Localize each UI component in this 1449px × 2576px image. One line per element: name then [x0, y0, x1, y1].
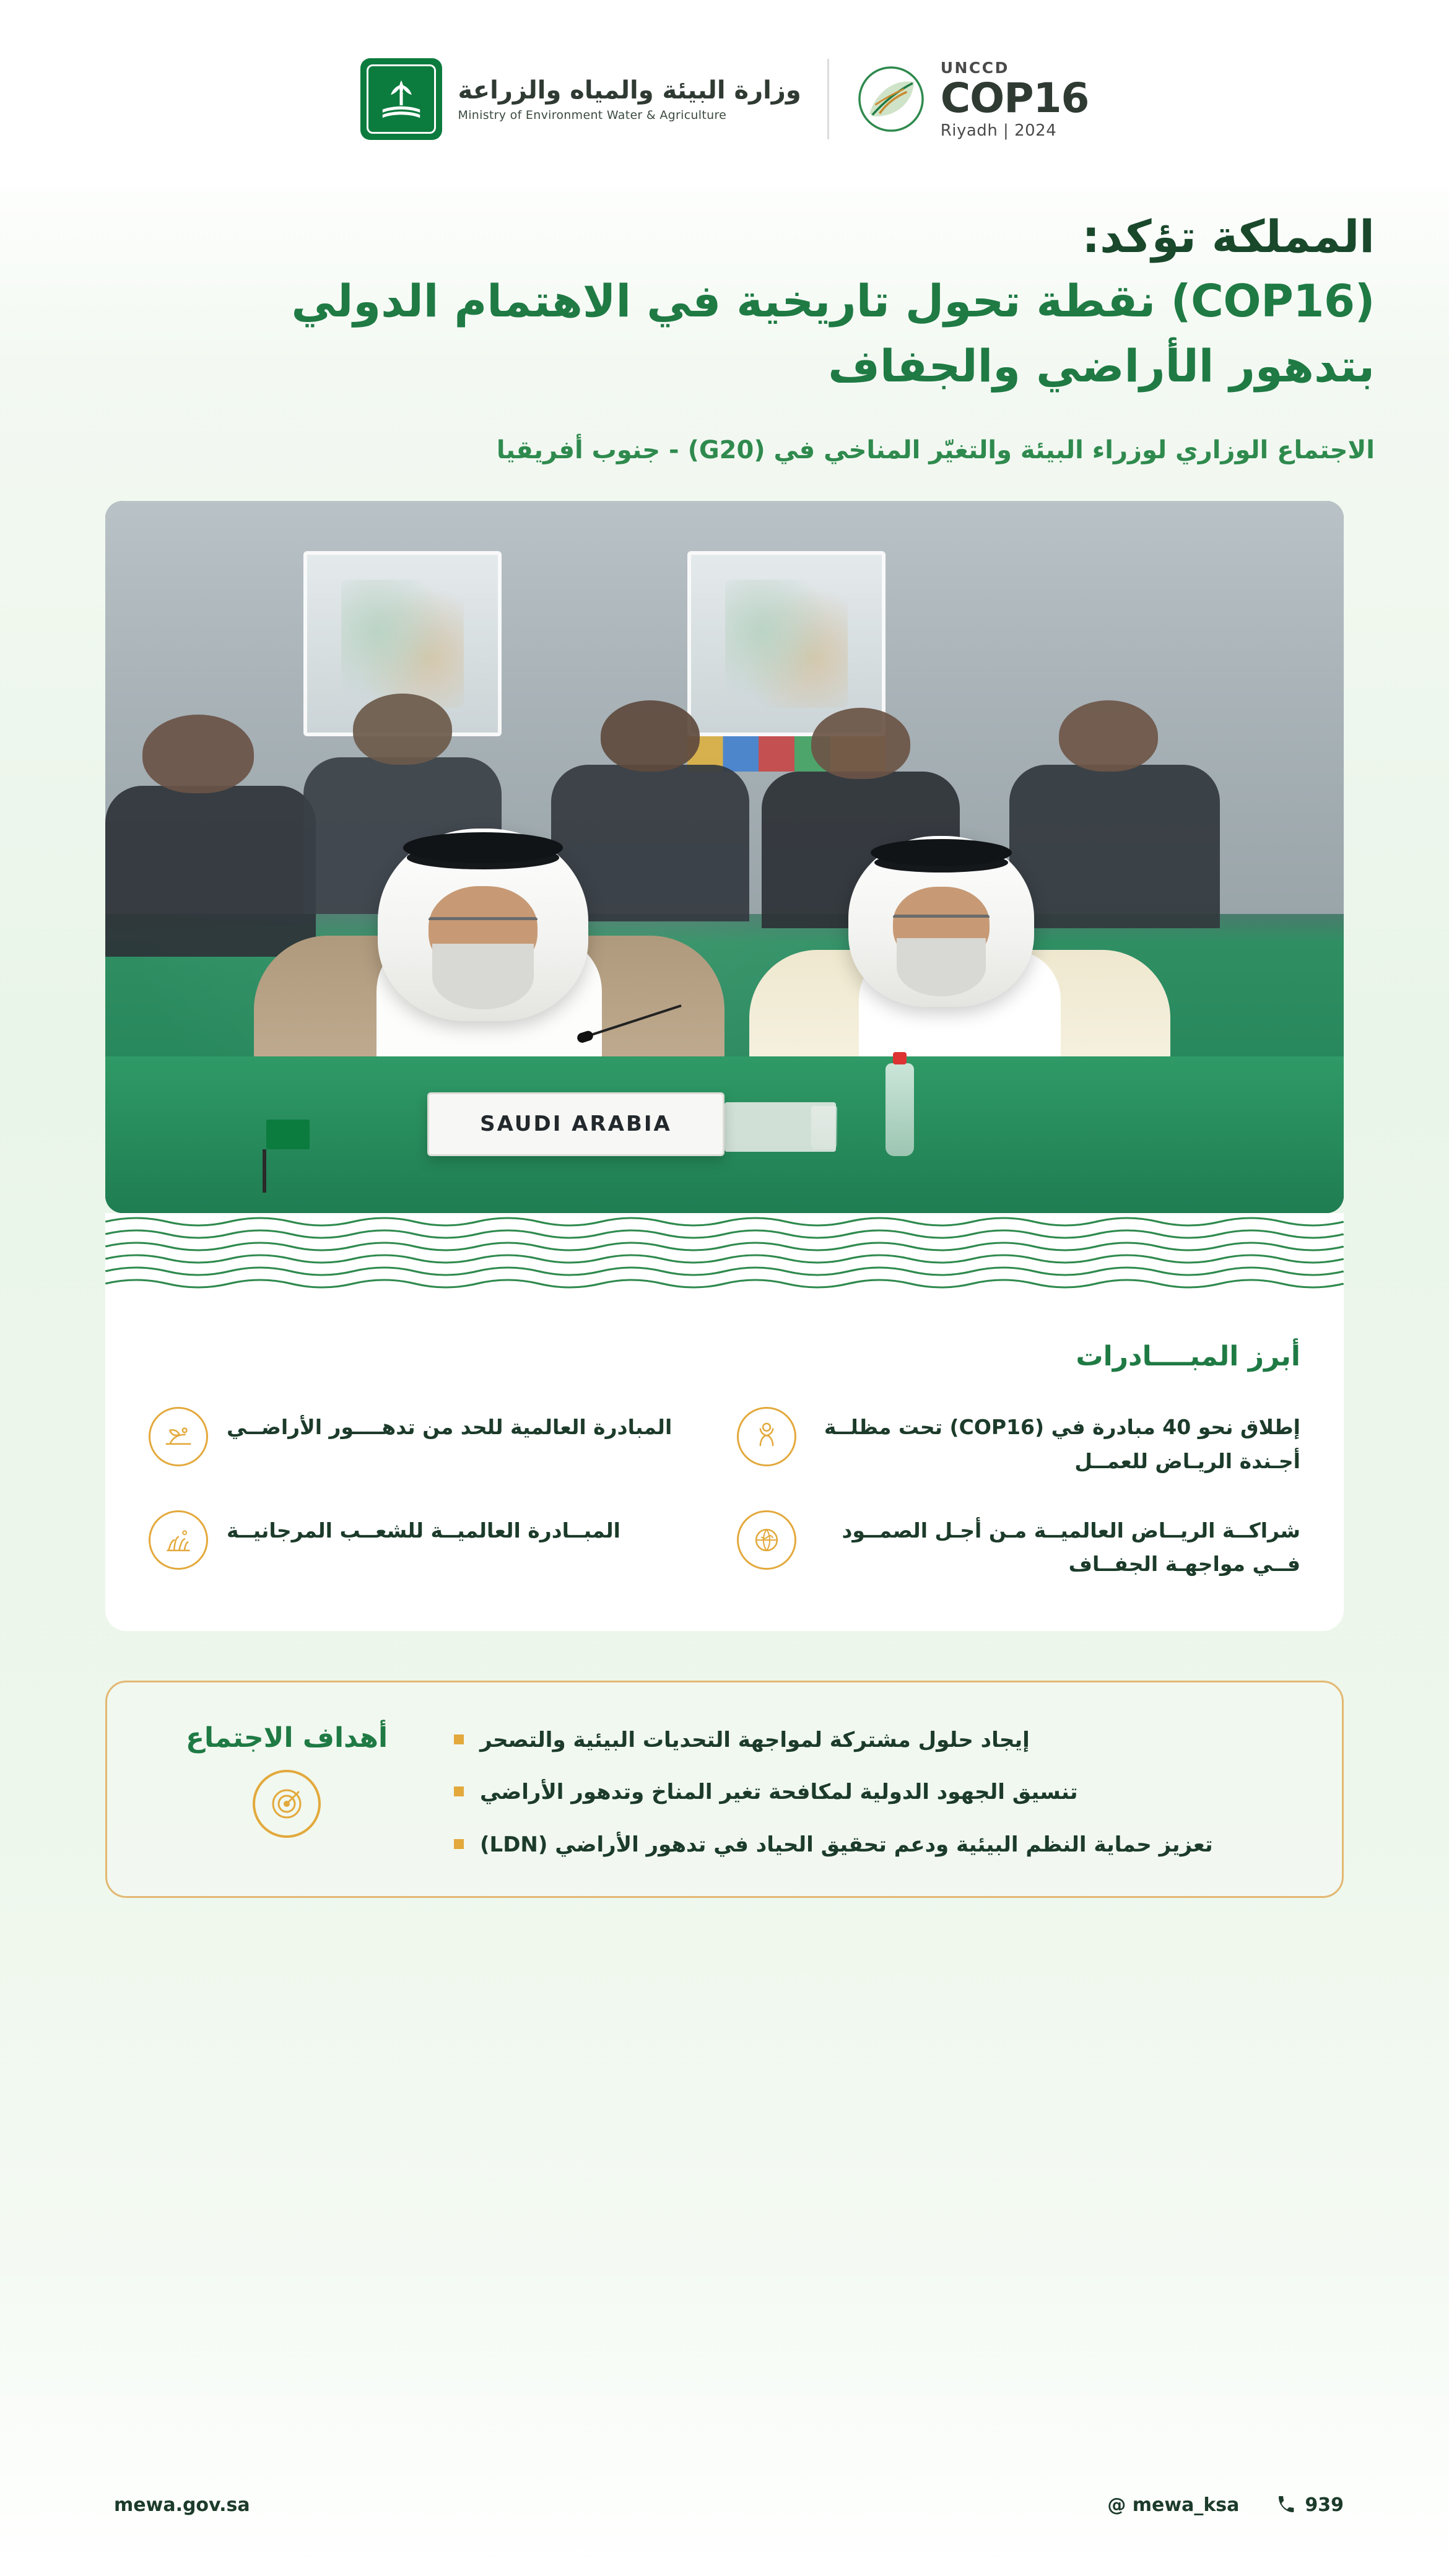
footer-social-handle[interactable] [1107, 2494, 1239, 2516]
photo-audience-head [601, 700, 700, 772]
goal-item [454, 1723, 1299, 1757]
photo-nameplate: SAUDI ARABIA [427, 1092, 724, 1157]
photo-background [105, 501, 1344, 1213]
photo-audience-head [353, 694, 452, 765]
cop16-logo-text [941, 60, 1089, 139]
initiative-item [737, 1407, 1300, 1478]
photo-nameplate-secondary [724, 1102, 836, 1152]
goal-text: تنسيق الجهود الدولية لمكافحة تغير المناخ وتدهور الأراضي [480, 1780, 1078, 1805]
goal-item [454, 1775, 1299, 1809]
goal-text: إيجاد حلول مشتركة لمواجهة التحديات البيئية والتصحر [480, 1727, 1030, 1752]
initiative-text: إطلاق نحو 40 مبادرة في (COP16) تحت مظلــة أجـندة الريـاض للعمــل [824, 1415, 1300, 1473]
website-label: mewa.gov.sa [114, 2494, 250, 2516]
initiatives-grid [149, 1407, 1300, 1582]
photo-water-bottle [886, 1063, 914, 1156]
page-subtitle: الاجتماع الوزاري لوزراء البيئة والتغيّر المناخي في (G20) - جنوب أفريقيا [496, 436, 1375, 465]
cop16-leaf-logo-icon [855, 63, 927, 135]
photo-audience-head [142, 715, 254, 793]
cop16-logo [855, 60, 1089, 139]
initiatives-title: أبرز المبــــادرات [1076, 1341, 1300, 1373]
photo-audience-head [811, 708, 910, 779]
initiative-item [737, 1510, 1300, 1582]
ministry-name-ar: وزارة البيئة والمياه والزراعة [458, 76, 801, 105]
goal-item [454, 1828, 1299, 1861]
page-title-line2: (COP16) نقطة تحول تاريخية في الاهتمام الدولي [291, 275, 1375, 328]
initiative-item [149, 1407, 712, 1478]
wave-divider [105, 1213, 1344, 1306]
phone-icon [1276, 2495, 1296, 2515]
initiatives-card [105, 1306, 1344, 1631]
goal-text: تعزيز حماية النظم البيئية ودعم تحقيق الحياد في تدهور الأراضي (LDN) [480, 1832, 1213, 1857]
phone-number-label: 939 [1305, 2494, 1344, 2516]
land-plant-icon [149, 1407, 208, 1466]
cop16-location-year: Riyadh | 2024 [940, 121, 1057, 140]
photo-audience-body [1009, 765, 1220, 929]
initiative-text: المبــادرة العالميــة للشعــب المرجانيــة [227, 1518, 620, 1543]
photo-audience-head [1059, 700, 1158, 772]
ministry-logo-text [458, 76, 801, 122]
initiative-text: المبادرة العالمية للحد من تدهــــور الأراضــي [227, 1415, 672, 1440]
target-icon [253, 1770, 321, 1838]
photo-saudi-flag [266, 1120, 310, 1149]
ministry-logo [360, 58, 801, 140]
title-block [0, 186, 1449, 469]
conference-photo [105, 501, 1344, 1213]
bullet-icon [454, 1839, 464, 1849]
photo-speaker-head-left [378, 829, 588, 1021]
footer-website[interactable] [105, 2494, 250, 2516]
photo-audience-body [105, 786, 316, 957]
saudi-palm-swords-emblem-icon [360, 58, 442, 140]
person-tree-icon [737, 1407, 796, 1466]
initiative-item [149, 1510, 712, 1582]
page-header [0, 0, 1449, 186]
footer-phone[interactable] [1276, 2494, 1344, 2516]
twitter-handle-label: @ mewa_ksa [1107, 2494, 1240, 2516]
goals-title: أهداف الاجتماع [185, 1721, 388, 1754]
cop16-label: COP16 [940, 74, 1089, 122]
photo-speaker-head-right [848, 836, 1034, 1007]
goals-list [454, 1717, 1299, 1861]
footer-left [1107, 2494, 1344, 2516]
header-divider [827, 59, 829, 139]
globe-drought-icon [737, 1510, 796, 1570]
bullet-icon [454, 1734, 464, 1744]
goals-box [105, 1681, 1344, 1898]
page-title-line1: المملكة تؤكد: [1082, 211, 1375, 263]
unccd-label: UNCCD [940, 58, 1009, 77]
ministry-name-en: Ministry of Environment Water & Agriculture [458, 108, 727, 122]
page-footer [0, 2434, 1449, 2576]
initiative-text: شراكــة الريــاض العالميــة مـن أجـل الصمــود فــي مواجهـة الجفــاف [842, 1518, 1300, 1577]
coral-reef-icon [149, 1510, 208, 1570]
page-title-line3: بتدهور الأراضي والجفاف [828, 339, 1375, 392]
bullet-icon [454, 1786, 464, 1796]
goals-header [150, 1717, 423, 1838]
